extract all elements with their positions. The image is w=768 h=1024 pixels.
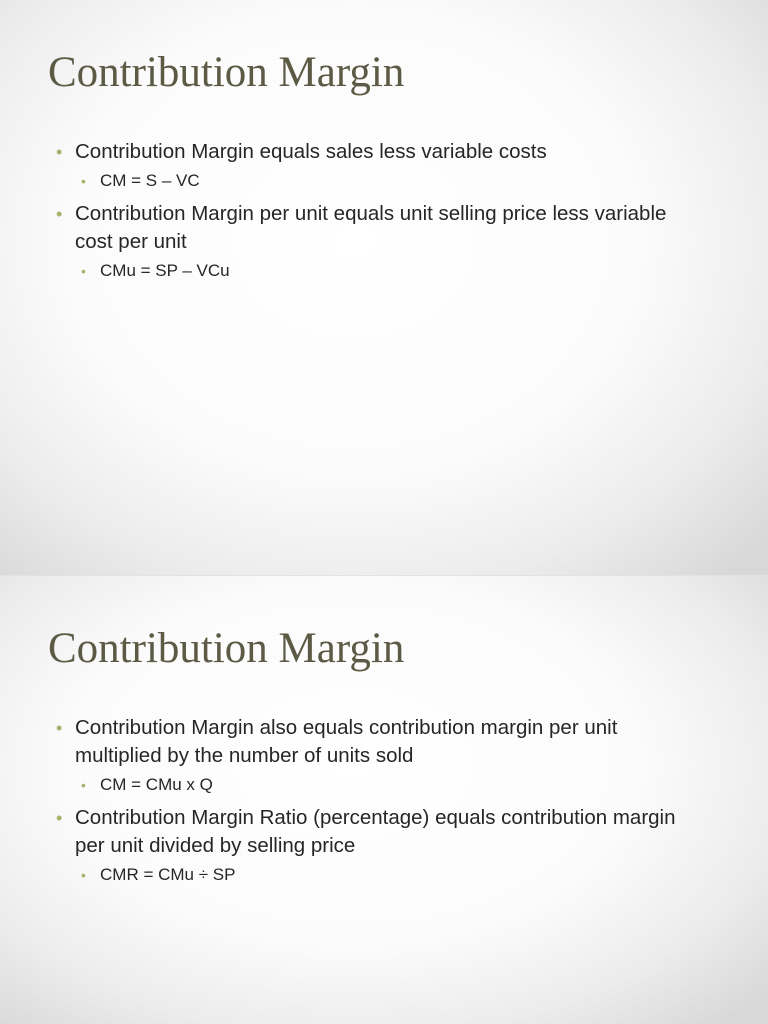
formula-text: CM = S – VC <box>100 171 200 190</box>
bullet-list <box>56 714 696 894</box>
slide-title: Contribution Margin <box>48 49 405 96</box>
sub-bullet-item <box>56 774 696 796</box>
bullet-dot-icon: • <box>56 808 63 828</box>
bullet-item <box>56 714 696 770</box>
bullet-list <box>56 138 696 290</box>
sub-bullet-item <box>56 260 696 282</box>
bullet-dot-icon: • <box>81 173 86 189</box>
slide-title: Contribution Margin <box>48 625 405 672</box>
bullet-text: Contribution Margin Ratio (percentage) equals contribution margin per unit divided by selling price <box>75 806 676 857</box>
bullet-text: Contribution Margin also equals contribution margin per unit multiplied by the number of units sold <box>75 716 618 767</box>
bullet-text: Contribution Margin per unit equals unit selling price less variable cost per unit <box>75 202 667 253</box>
formula-text: CMu = SP – VCu <box>100 261 230 280</box>
bullet-dot-icon: • <box>56 142 63 162</box>
bullet-dot-icon: • <box>81 777 86 793</box>
formula-text: CM = CMu x Q <box>100 775 213 794</box>
sub-bullet-item <box>56 864 696 886</box>
bullet-dot-icon: • <box>81 263 86 279</box>
bullet-dot-icon: • <box>56 718 63 738</box>
bullet-item <box>56 804 696 860</box>
bullet-item <box>56 200 696 256</box>
formula-text: CMR = CMu ÷ SP <box>100 865 236 884</box>
bullet-item <box>56 138 696 166</box>
bullet-text: Contribution Margin equals sales less variable costs <box>75 140 547 163</box>
slide-2 <box>0 576 768 1024</box>
bullet-dot-icon: • <box>81 867 86 883</box>
sub-bullet-item <box>56 170 696 192</box>
bullet-dot-icon: • <box>56 204 63 224</box>
